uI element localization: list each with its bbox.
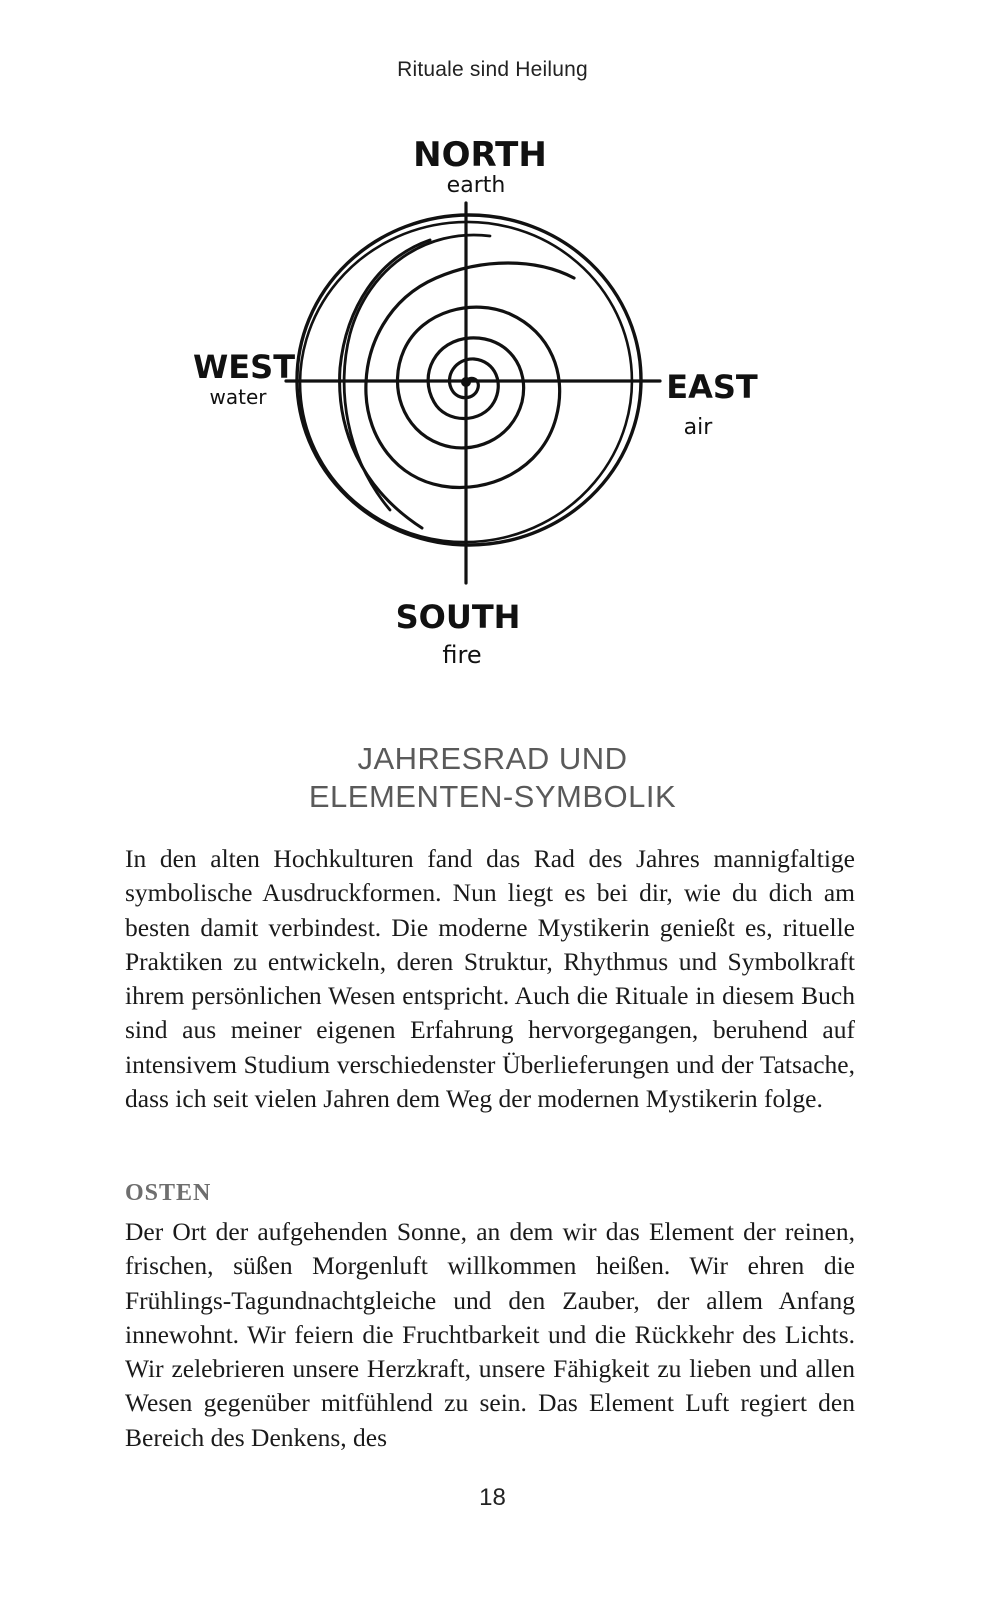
section-heading	[0, 740, 985, 816]
compass-spiral-svg	[190, 118, 790, 688]
intro-paragraph: In den alten Hochkulturen fand das Rad des Jahres mannigfaltige symbolische Ausdruckformen. Nun liegt es bei dir, wie du dich am besten damit verbindest. Die moderne Mystikerin genießt es, rituelle Praktiken zu entwickeln, deren Struktur, Rhythmus und Symbolkraft ihrem persönlichen Wesen entspricht. Auch die Rituale in diesem Buch sind aus meiner eigenen Erfahrung hervorgegangen, beruhend auf intensivem Studium verschiedenster Überlieferungen und der Tatsache, dass ich seit vielen Jahren dem Weg der modernen Mystikerin folge.	[125, 844, 855, 1114]
north-element-label: earth	[446, 173, 506, 198]
osten-paragraph: Der Ort der aufgehenden Sonne, an dem wir das Element der reinen, frischen, süßen Morgenluft willkommen heißen. Wir ehren die Frühlings-Tagundnachtgleiche und den Zauber, der allem Anfang innewohnt. Wir feiern die Fruchtbarkeit und die Rückkehr des Lichts. Wir zelebrieren unsere Herzkraft, unsere Fähigkeit zu lieben und allen Wesen gegenüber mitfühlend zu sein. Das Element Luft regiert den Bereich des Denkens, des	[125, 1217, 855, 1452]
west-label: WEST	[192, 348, 296, 386]
south-label: SOUTH	[395, 598, 521, 636]
page-number: 18	[479, 1484, 506, 1511]
spiral-outer-arc	[340, 240, 430, 528]
south-element-label: fire	[442, 641, 482, 669]
running-head: Rituale sind Heilung	[397, 58, 588, 81]
label-east	[666, 368, 758, 440]
spiral	[366, 263, 574, 488]
north-label: NORTH	[413, 135, 547, 175]
label-south	[396, 598, 521, 669]
section-heading-line1: JAHRESRAD UND	[357, 741, 628, 776]
label-north	[413, 135, 547, 198]
east-label: EAST	[666, 368, 758, 406]
west-element-label: water	[209, 385, 267, 409]
compass-spiral-diagram	[190, 118, 790, 688]
center-dot	[461, 377, 471, 387]
label-west	[193, 348, 295, 409]
east-element-label: air	[683, 415, 713, 440]
subheading-osten: OSTEN	[125, 1180, 212, 1206]
section-heading-line2: ELEMENTEN-SYMBOLIK	[308, 779, 677, 814]
